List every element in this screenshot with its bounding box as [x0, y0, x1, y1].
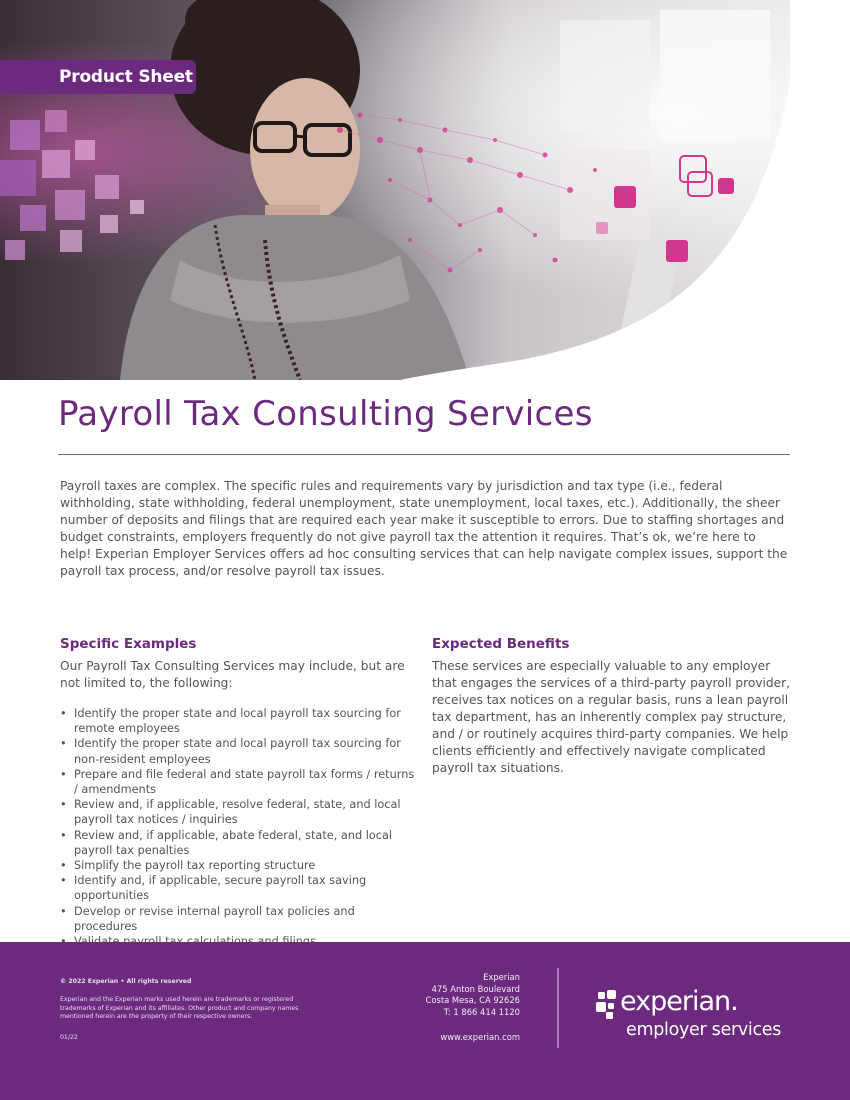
- list-item: • Identify the proper state and local payroll tax sourcing for remote employees: [60, 706, 420, 736]
- logo-subtitle: employer services: [626, 1020, 782, 1040]
- list-item: • Develop or revise internal payroll tax policies and procedures: [60, 904, 420, 934]
- specific-examples-heading: Specific Examples: [60, 636, 197, 652]
- address-line: Costa Mesa, CA 92626: [425, 995, 520, 1005]
- list-item: • Simplify the payroll tax reporting structure: [60, 858, 420, 873]
- page-title: Payroll Tax Consulting Services: [58, 394, 593, 434]
- hero-image: [0, 0, 850, 380]
- list-item: • Review and, if applicable, resolve federal, state, and local payroll tax notices / inquiries: [60, 797, 420, 827]
- footer: [0, 942, 850, 1100]
- company-address: [360, 972, 520, 1018]
- website-link[interactable]: www.experian.com: [440, 1032, 520, 1042]
- footer-divider: [557, 968, 559, 1048]
- specific-examples-lead: Our Payroll Tax Consulting Services may include, but are not limited to, the following:: [60, 659, 405, 690]
- hero-curve: [0, 0, 850, 380]
- legal-text: Experian and the Experian marks used herein are trademarks or registered trademarks of Experian and its affiliates. Other product and company names mentioned herein are the property of their respective owners.: [60, 996, 299, 1020]
- experian-dots-icon: [596, 990, 622, 1020]
- document-code: 01/22: [60, 1034, 78, 1041]
- list-item: • Review and, if applicable, abate federal, state, and local payroll tax penalties: [60, 828, 420, 858]
- address-line: 475 Anton Boulevard: [431, 983, 520, 994]
- title-divider: [58, 454, 790, 455]
- list-item: • Identify the proper state and local payroll tax sourcing for non-resident employees: [60, 736, 420, 766]
- list-item: • Prepare and file federal and state payroll tax forms / returns / amendments: [60, 767, 420, 797]
- product-sheet-badge: Product Sheet: [0, 60, 196, 94]
- intro-paragraph: Payroll taxes are complex. The specific rules and requirements vary by jurisdiction and tax type (i.e., federal withholding, state withholding, federal unemployment, state unemployment, local taxes, etc.). Additionally, the sheer number of deposits and filings that are required each year make it susceptible to errors. Due to staffing shortages and budget constraints, employers frequently do not give payroll tax the attention it requires. That’s ok, we’re here to help! Experian Employer Services offers ad hoc consulting services that can help navigate complex issues, support the payroll tax process, and/or resolve payroll tax issues.: [60, 479, 788, 578]
- logo-wordmark: experian.: [620, 986, 738, 1017]
- expected-benefits-section: [432, 636, 792, 777]
- list-item: • Identify and, if applicable, secure payroll tax saving opportunities: [60, 873, 420, 903]
- specific-examples-list: [60, 706, 420, 949]
- expected-benefits-heading: Expected Benefits: [432, 636, 570, 652]
- specific-examples-section: [60, 636, 420, 949]
- phone-line: T: 1 866 414 1120: [443, 1006, 520, 1017]
- experian-logo: [596, 984, 796, 1044]
- address-line: Experian: [483, 972, 520, 982]
- expected-benefits-body: These services are especially valuable to any employer that engages the services of a third-party payroll provider, receives tax notices on a regular basis, runs a lean payroll tax department, has an inherently complex pay structure, and / or routinely acquires third-party companies. We help clients efficiently and effectively navigate complicated payroll tax situations.: [432, 659, 791, 775]
- copyright-text: © 2022 Experian • All rights reserved: [60, 978, 192, 985]
